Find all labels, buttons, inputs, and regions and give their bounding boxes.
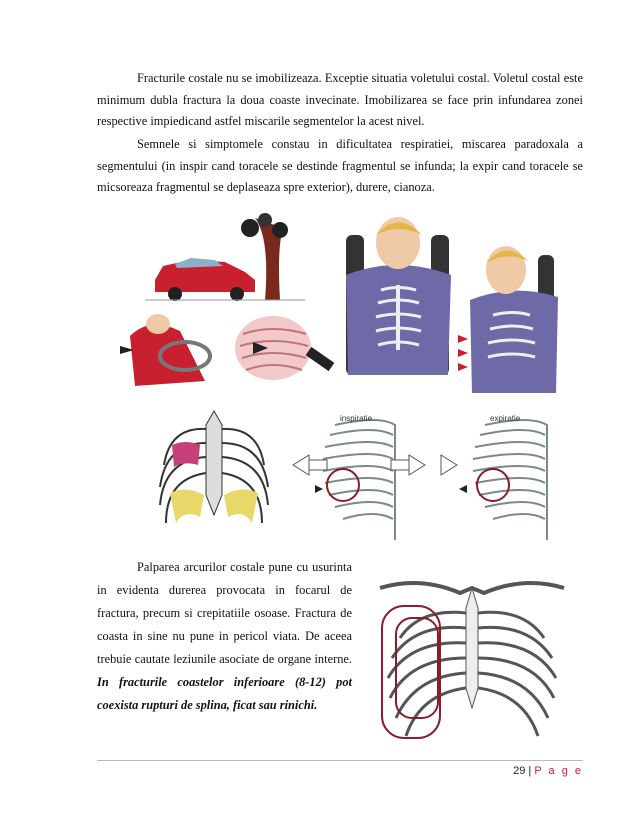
paradoxal-breathing-illustration <box>285 405 575 543</box>
steering-wheel-impact-illustration <box>110 306 220 388</box>
car-crash-illustration <box>105 208 335 303</box>
expiratie-label: expiratie <box>490 414 521 423</box>
rib-section-impact-illustration <box>228 306 338 388</box>
page-footer <box>513 765 583 777</box>
inspiratie-label: inspiratie <box>340 414 373 423</box>
footer-divider <box>97 760 583 761</box>
bold-warning-text: In fracturile coastelor inferioare (8-12) pot coexista rupturi de splina, ficat sau rinichi. <box>97 675 352 712</box>
paragraph-palpation: Palparea arcurilor costale pune cu usurinta in evidenta durerea provocata in focarul de fractura, precum si crepitatiile osoase. Fractura de coasta in sine nu pune in pericol viata. De aceea trebuie cautate leziunile asociate de organe interne. In fracturile coastelor inferioare (8-12) pot coexista rupturi de splina, ficat sau rinichi. <box>97 560 352 712</box>
paragraph-flail-chest: Fracturile costale nu se imobilizeaza. Exceptie situatia voletului costal. Voletul costal este minimum dubla fractura la doua coaste invecinate. Imobilizarea se face prin infundarea zonei respective impiedicand astfel miscarile segmentelor la acest nivel. <box>97 71 583 128</box>
rib-fracture-xray-illustration <box>360 558 584 750</box>
rib-cage-front-illustration <box>150 405 278 543</box>
page-number: 29 <box>513 765 526 777</box>
page-word: P a g e <box>534 765 583 777</box>
boy-chest-pain-illustration <box>458 235 568 395</box>
paragraph-signs-symptoms: Semnele si simptomele constau in dificultatea respiratiei, miscarea paradoxala a segmentului (in inspir cand toracele se destinde fragmentul se infunda; la expir cand toracele se micsoreaza fragmentul se deplaseaza spre exterior), durere, cianoza. <box>97 137 583 194</box>
boy-chest-inspiration-illustration <box>336 205 461 395</box>
footer-separator: | <box>528 765 532 777</box>
